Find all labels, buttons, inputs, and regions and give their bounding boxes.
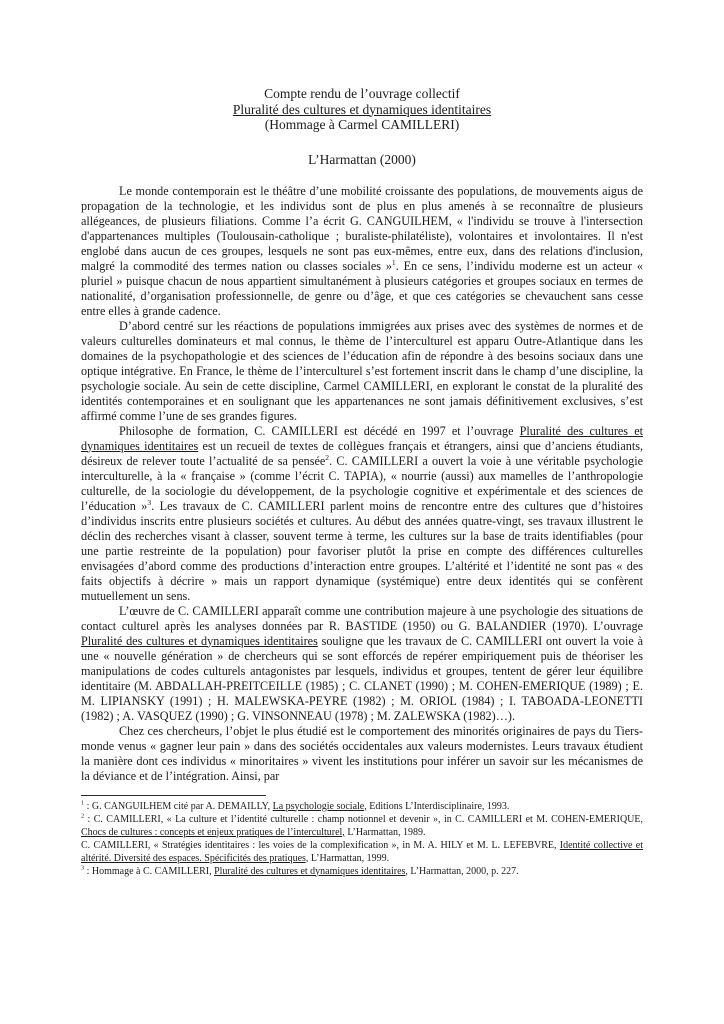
- title-text: (Hommage à Carmel CAMILLERI): [264, 117, 460, 132]
- text-run: D’abord centré sur les réactions de populations immigrées aux prises avec des systèmes de normes et de valeurs culturelles dominateurs et mal connus, le thème de l’interculturel est apparu Outre-Atlantique dans les domaines de la psychopathologie et des sciences de l’éducation afin de répondre à des besoins sociaux dans une optique intégrative. En France, le thème de l’interculturel s’est fortement inscrit dans le champ d’une discipline, la psychologie sociale. Au sein de cette discipline, Carmel CAMILLERI, en explorant le constat de la pluralité des identités contemporaines et en soulignant que les appartenances ne sont jamais définitivement exclusives, s’est affirmé comme l’une de ses grandes figures.: [81, 318, 643, 423]
- text-run: , L’Harmattan, 2000, p. 227.: [405, 865, 519, 877]
- underlined-work-title: Identité collective et altérité. Diversité des espaces. Spécificités des pratiques,: [81, 839, 643, 864]
- text-run: souligne que les travaux de C. CAMILLERI ont ouvert la voie à une « nouvelle génération » de chercheurs qui se sont efforcés de repérer empiriquement puis de théoriser les manipulations de codes culturels antagonistes par lesquels, individus et groupes, tentent de gérer leur équilibre identitaire (M. ABDALLAH-PREITCEILLE (1985) ; C. CLANET (1990) ; M. COHEN-EMERIQUE (1989) ; E. M. LIPIANSKY (1991) ; H. MALEWSKA-PEYRE (1982) ; M. ORIOL (1984) ; I. TABOADA-LEONETTI (1982) ; A. VASQUEZ (1990) ; G. VINSONNEAU (1978) ; M. ZALEWSKA (1982)…).: [81, 633, 643, 723]
- title-block: [81, 86, 643, 133]
- text-run: : Hommage à C. CAMILLERI,: [84, 865, 215, 877]
- underlined-work-title: La psychologie sociale,: [272, 800, 367, 812]
- title-line: [81, 86, 643, 102]
- footnote: [81, 800, 643, 813]
- text-run: . C. CAMILLERI a ouvert la voie à une véritable psychologie interculturelle, à la « française » (comme l’écrit C. TAPIA), « nourrie (aussi) aux mamelles de l’anthropologie culturelle, de la sociologie du développement, de la psychologie cognitive et expérimentale et des sciences de l’éducation »: [81, 453, 643, 513]
- title-underlined: Pluralité des cultures et dynamiques identitaires: [232, 101, 492, 117]
- footnote: [81, 839, 643, 865]
- text-run: . Les travaux de C. CAMILLERI parlent moins de rencontre entre des cultures que d’histoires d’individus inscrits entre plusieurs sociétés et cultures. Au début des années quatre-vingt, ses travaux illustrent le déclin des recherches visant à classer, souvent terme à terme, les cultures sur la base de traits identifiables (pour une partie restreinte de la population) pour favoriser plutôt la prise en compte des différences culturelles envisagées d’abord comme des productions d’interaction entre groupes. L’altérité et l’identité ne sont pas « des faits objectifs à décrire » mais un rapport dynamique (systémique) entre deux identités qui se confèrent mutuellement un sens.: [81, 498, 643, 603]
- footnote-block: [81, 800, 643, 878]
- footnote-ref: 3: [81, 864, 85, 872]
- paragraph: [81, 184, 643, 319]
- underlined-work-title: Pluralité des cultures et dynamiques identitaires: [81, 423, 643, 453]
- footnote-ref: 1: [81, 799, 85, 807]
- footnote-ref: 2: [81, 812, 85, 820]
- underlined-work-title: Pluralité des cultures et dynamiques identitaires: [81, 633, 318, 648]
- text-run: est un recueil de textes de collègues français et étrangers, ainsi que d’anciens étudiants, désireux de relever toute l’actualité de sa pensée: [81, 438, 643, 468]
- text-run: L’Harmattan, 1989.: [344, 826, 426, 838]
- text-run: Chez ces chercheurs, l’objet le plus étudié est le comportement des minorités originaires de pays du Tiers-monde venus « gagner leur pain » dans des sociétés occidentales aux valeurs modernistes. Leurs travaux étudient la manière dont ces individus « minoritaires » vivent les institutions pour inférer un savoir sur les mécanismes de la déviance et de l’intégration. Ainsi, par: [81, 723, 643, 783]
- text-run: Editions L’Interdisciplinaire, 1993.: [366, 800, 510, 812]
- title-line: [81, 102, 643, 118]
- text-run: Le monde contemporain est le théâtre d’une mobilité croissante des populations, de mouvements aigus de propagation de la technologie, et les individus sont de plus en plus amenés à se reconnaître de plusieurs allégeances, de plusieurs filiations. Comme l’a écrit G. CANGUILHEM, « l'individu se trouve à l'intersection d'appartenances multiples (Toulousain-catholique ; buraliste-philatéliste), volontaires et involontaires. Il n'est englobé dans aucun de ces groupes, lesquels ne sont pas eux-mêmes, entre eux, dans des relations d'inclusion, malgré la commodité des termes nation ou classes sociales »: [81, 183, 643, 273]
- footnote-separator: [81, 795, 266, 796]
- footnote: [81, 813, 643, 839]
- title-text: Compte rendu de l’ouvrage collectif: [264, 86, 460, 101]
- text-run: L’œuvre de C. CAMILLERI apparaît comme une contribution majeure à une psychologie des situations de contact culturel après les analyses données par R. BASTIDE (1950) ou G. BALANDIER (1970). L’ouvrage: [81, 603, 643, 633]
- paragraph: [81, 319, 643, 424]
- footnote-ref: 1: [391, 257, 396, 267]
- underlined-work-title: Pluralité des cultures et dynamiques identitaires: [214, 865, 406, 877]
- paragraph: [81, 724, 643, 784]
- text-run: : C. CAMILLERI, « La culture et l’identité culturelle : champ notionnel et devenir », in C. CAMILLERI et M. COHEN-EMERIQUE,: [84, 813, 643, 825]
- paragraph: [81, 604, 643, 724]
- text-run: C. CAMILLERI, « Stratégies identitaires : les voies de la complexification », in M. A. HILY et M. L. LEFEBVRE,: [81, 839, 560, 851]
- text-run: Philosophe de formation, C. CAMILLERI est décédé en 1997 et l’ouvrage: [119, 423, 520, 438]
- publisher-line: L’Harmattan (2000): [308, 151, 416, 167]
- underlined-work-title: Chocs de cultures : concepts et enjeux pratiques de l’interculturel,: [81, 826, 345, 838]
- text-run: L’Harmattan, 1999.: [308, 852, 390, 864]
- footnote-ref: 2: [325, 452, 330, 462]
- text-run: : G. CANGUILHEM cité par A. DEMAILLY,: [84, 800, 273, 812]
- footnote: [81, 865, 643, 878]
- footnote-ref: 3: [147, 497, 152, 507]
- paragraph: [81, 424, 643, 604]
- text-run: . En ce sens, l’individu moderne est un acteur « pluriel » puisque chacun de nous appartient simultanément à plusieurs catégories et groupes sociaux en termes de nationalité, d’organisation professionnelle, de genre ou d’âge, et que ces catégories se chevauchent sans cesse entre elles à grande cadence.: [81, 258, 643, 318]
- body-text: [81, 184, 643, 784]
- title-line: [81, 117, 643, 133]
